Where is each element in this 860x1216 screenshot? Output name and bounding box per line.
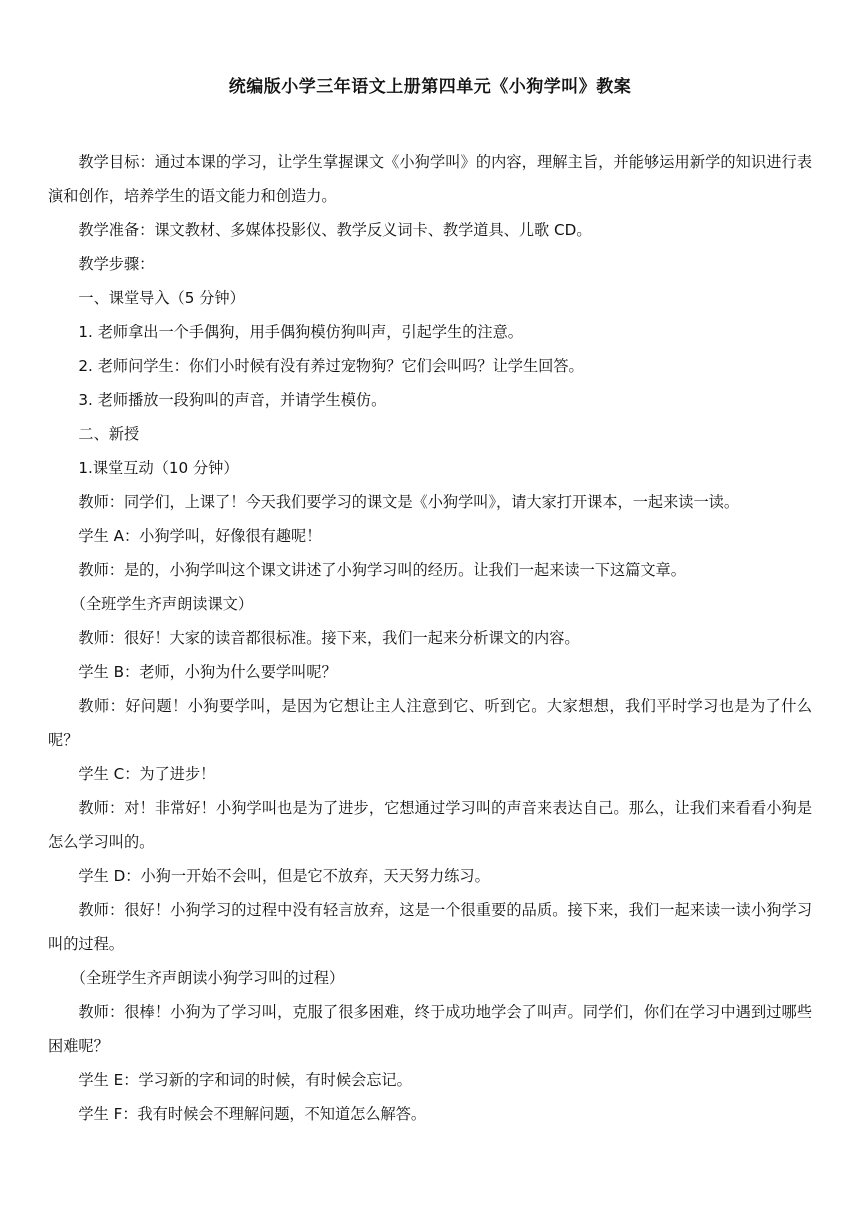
stage-direction: （全班学生齐声朗读课文）: [70, 595, 254, 613]
dialogue-line: 教师：是的，小狗学叫这个课文讲述了小狗学习叫的经历。让我们一起来读一下这篇文章。: [78, 561, 686, 579]
dialogue-line: 学生 A：小狗学叫，好像很有趣呢！: [78, 527, 322, 545]
dialogue-line: 学生 D：小狗一开始不会叫，但是它不放弃，天天努力练习。: [78, 867, 490, 885]
dialogue-line: 学生 E：学习新的字和词的时候，有时候会忘记。: [78, 1071, 412, 1089]
dialogue-line: 教师：对！非常好！小狗学叫也是为了进步，它想通过学习叫的声音来表达自己。那么，让我们来看看小狗是怎么学习叫的。: [48, 799, 812, 851]
paragraph-teaching-goal: 教学目标：通过本课的学习，让学生掌握课文《小狗学叫》的内容，理解主旨，并能够运用新学的知识进行表演和创作，培养学生的语文能力和创造力。: [48, 153, 812, 205]
dialogue-line: 教师：同学们，上课了！今天我们要学习的课文是《小狗学叫》，请大家打开课本，一起来读一读。: [78, 493, 740, 511]
dialogue-line: 学生 C：为了进步！: [78, 765, 216, 783]
dialogue-line: 教师：很棒！小狗为了学习叫，克服了很多困难，终于成功地学会了叫声。同学们，你们在学习中遇到过哪些困难呢？: [48, 1003, 812, 1055]
document-body: [48, 145, 812, 1131]
dialogue-line: 学生 F：我有时候会不理解问题，不知道怎么解答。: [78, 1105, 427, 1123]
section-heading-new-lesson: 二、新授: [78, 425, 140, 443]
stage-direction: （全班学生齐声朗读小狗学习叫的过程）: [70, 969, 345, 987]
list-item: 2. 老师问学生：你们小时候有没有养过宠物狗？它们会叫吗？让学生回答。: [78, 357, 584, 375]
dialogue-line: 学生 B：老师，小狗为什么要学叫呢？: [78, 663, 337, 681]
dialogue-line: 教师：好问题！小狗要学叫，是因为它想让主人注意到它、听到它。大家想想，我们平时学习也是为了什么呢？: [48, 697, 812, 749]
list-item: 3. 老师播放一段狗叫的声音，并请学生模仿。: [78, 391, 387, 409]
paragraph-teaching-prep: 教学准备：课文教材、多媒体投影仪、教学反义词卡、教学道具、儿歌 CD。: [78, 221, 592, 239]
document-title: 统编版小学三年语文上册第四单元《小狗学叫》教案: [228, 77, 632, 97]
dialogue-line: 教师：很好！大家的读音都很标准。接下来，我们一起来分析课文的内容。: [78, 629, 580, 647]
dialogue-line: 教师：很好！小狗学习的过程中没有轻言放弃，这是一个很重要的品质。接下来，我们一起来读一读小狗学习叫的过程。: [48, 901, 812, 953]
paragraph-teaching-steps: 教学步骤：: [78, 255, 155, 273]
section-heading-intro: 一、课堂导入（5 分钟）: [78, 289, 245, 307]
subsection-heading-interaction: 1.课堂互动（10 分钟）: [78, 459, 239, 477]
list-item: 1. 老师拿出一个手偶狗，用手偶狗模仿狗叫声，引起学生的注意。: [78, 323, 523, 341]
